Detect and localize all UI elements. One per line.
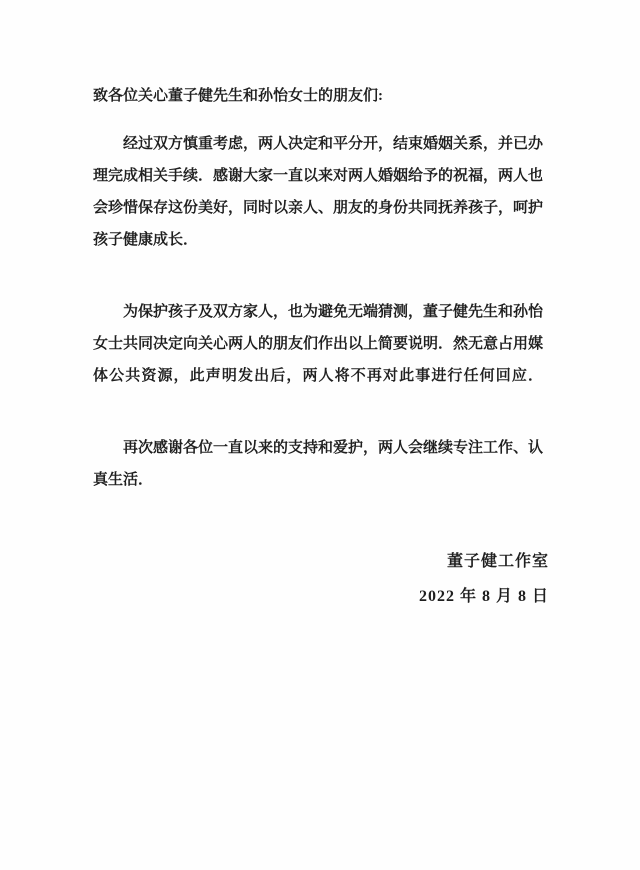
salutation-line: 致各位关心董子健先生和孙怡女士的朋友们:	[93, 88, 383, 104]
paragraph-2	[93, 296, 543, 392]
signature-block	[93, 544, 549, 614]
paragraph-1-line-1: 经过双方慎重考虑，两人决定和平分开，结束婚姻关系，并已办	[123, 136, 544, 152]
paragraph-1-line-4: 孩子健康成长．	[93, 232, 199, 248]
paragraph-2-line-2: 女士共同决定向关心两人的朋友们作出以上简要说明．然无意占用媒	[93, 336, 544, 352]
paragraph-1-line-2: 理完成相关手续．感谢大家一直以来对两人婚姻给予的祝福，两人也	[93, 168, 544, 184]
paragraph-2-line-3: 体公共资源，此声明发出后，两人将不再对此事进行任何回应．	[93, 368, 543, 384]
date-line: 2022 年 8 月 8 日	[418, 588, 549, 605]
paragraph-3-line-2: 真生活．	[93, 472, 154, 488]
paragraph-3-line-1: 再次感谢各位一直以来的支持和爱护，两人会继续专注工作、认	[123, 440, 544, 456]
paragraph-3	[93, 432, 543, 496]
signature-line: 董子健工作室	[446, 553, 549, 570]
paragraph-1-line-3: 会珍惜保存这份美好，同时以亲人、朋友的身份共同抚养孩子，呵护	[93, 200, 544, 216]
paragraph-1	[93, 128, 543, 256]
paragraph-2-line-1: 为保护孩子及双方家人，也为避免无端猜测，董子健先生和孙怡	[123, 304, 544, 320]
